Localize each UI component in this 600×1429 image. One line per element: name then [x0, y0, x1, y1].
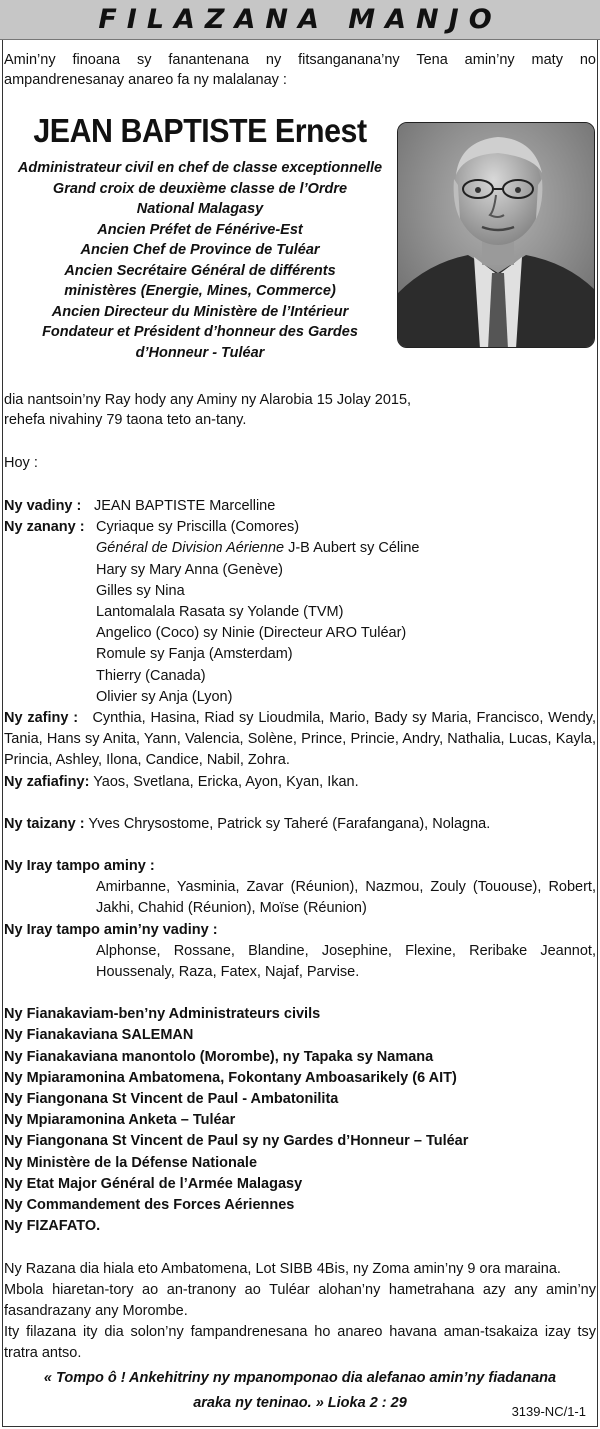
zanany-item: Olivier sy Anja (Lyon) [96, 688, 233, 705]
deceased-name: JEAN BAPTISTE Ernest [33, 112, 367, 149]
zanany-item: Gilles sy Nina [96, 582, 185, 599]
zanany-item: Thierry (Canada) [96, 667, 206, 684]
title-line: Ancien Chef de Province de Tuléar [80, 242, 320, 258]
organization-item: Ny Mpiaramonina Ambatomena, Fokontany Amboasarikely (6 AIT) [4, 1069, 457, 1086]
organization-item: Ny Etat Major Général de l’Armée Malagasy [4, 1175, 303, 1192]
funeral-line: Mbola hiaretan-tory ao an-tranony ao Tuléar alohan’ny hametrahana azy any amin’ny fasandrazany any Morombe. [4, 1281, 596, 1319]
zanany-first: Cyriaque sy Priscilla (Comores) [96, 519, 300, 536]
vadiny-label: Ny vadiny : [4, 498, 82, 514]
zanany-second [4, 538, 596, 559]
taizany-label: Ny taizany : [4, 815, 85, 832]
organization-item: Ny Mpiaramonina Anketa – Tuléar [4, 1112, 236, 1129]
zanany-label: Ny zanany : [4, 519, 85, 536]
iray-vadiny-label: Ny Iray tampo amin’ny vadiny : [4, 921, 218, 938]
zanany-row [4, 517, 596, 538]
organization-item: Ny Commandement des Forces Aériennes [4, 1197, 295, 1214]
zanany-item: Romule sy Fanja (Amsterdam) [96, 646, 293, 663]
quote-line-1: « Tompo ô ! Ankehitriny ny mpanomponao dia alefanao amin’ny fiadanana [43, 1370, 557, 1386]
iray-aminy-label: Ny Iray tampo aminy : [4, 858, 155, 875]
iray-vadiny-value: Alphonse, Rossane, Blandine, Josephine, Flexine, Reribake Jeannot, Houssenaly, Raza, Fatex, Najaf, Parvise. [96, 942, 596, 981]
title-line: Ancien Secrétaire Général de différents ministères (Energie, Mines, Commerce) [64, 262, 336, 299]
zanany-rank: Général de Division Aérienne [96, 540, 285, 557]
title-line: Ancien Directeur du Ministère de l’Intérieur [51, 303, 349, 320]
title-line: Administrateur civil en chef de classe exceptionnelle [17, 160, 383, 176]
death-line: rehefa nivahiny 79 taona teto an-tany. [4, 412, 247, 428]
organization-item: Ny Fiangonana St Vincent de Paul - Ambatonilita [4, 1091, 339, 1108]
page-header [0, 0, 600, 40]
vadiny-row [4, 496, 596, 517]
family-section [4, 496, 596, 1365]
taizany-value: Yves Chrysostome, Patrick sy Taheré (Farafangana), Nolagna. [88, 815, 491, 832]
organization-item: Ny Ministère de la Défense Nationale [4, 1154, 258, 1171]
zafiny-label: Ny zafiny : [4, 710, 79, 727]
zafiafiny-label: Ny zafiafiny: [4, 773, 90, 790]
iray-aminy-value: Amirbanne, Yasminia, Zavar (Réunion), Nazmou, Zouly (Tououse), Robert, Jakhi, Chahid (Réunion), Moïse (Réunion) [96, 879, 596, 917]
bible-quote [4, 1366, 596, 1416]
title-line: Grand croix de deuxième classe de l’Ordre National Malagasy [52, 180, 348, 217]
quote-line-2: araka ny teninao. » Lioka 2 : 29 [193, 1395, 407, 1411]
death-line: dia nantsoin’ny Ray hody any Aminy ny Alarobia 15 Jolay 2015, [4, 392, 412, 408]
death-notice [4, 390, 596, 430]
intro-text: Amin’ny finoana sy fanantenana ny fitsanganana’ny Tena amin’ny maty no ampandrenesanay anareo fa ny malalanay : [4, 52, 596, 88]
zanany-item: Hary sy Mary Anna (Genève) [96, 561, 283, 578]
zanany-item: Lantomalala Rasata sy Yolande (TVM) [96, 604, 344, 621]
zafiafiny-paragraph [4, 772, 596, 793]
portrait-icon [398, 123, 595, 348]
organization-item: Ny Fianakaviam-ben’ny Administrateurs civils [4, 1006, 321, 1023]
header-title: FILAZANA MANJO [98, 4, 502, 35]
zanany-second-rest: J-B Aubert sy Céline [284, 540, 420, 557]
funeral-line: Ity filazana ity dia solon’ny fampandrenesana ho anareo havana aman-tsakaiza izay tsy tratra antso. [4, 1324, 596, 1362]
organization-item: Ny Fianakaviana manontolo (Morombe), ny Tapaka sy Namana [4, 1048, 434, 1065]
zafiafiny-value: Yaos, Svetlana, Ericka, Ayon, Kyan, Ikan. [93, 773, 359, 790]
title-line: Ancien Préfet de Fénérive-Est [97, 221, 303, 238]
funeral-section [4, 1259, 596, 1365]
taizany-paragraph [4, 814, 596, 835]
zanany-item: Angelico (Coco) sy Ninie (Directeur ARO Tuléar) [96, 625, 407, 642]
portrait-photo [397, 122, 595, 348]
reference-code: 3139-NC/1-1 [511, 1404, 586, 1419]
organization-item: Ny FIZAFATO. [4, 1218, 101, 1235]
zafiny-value: Cynthia, Hasina, Riad sy Lioudmila, Mario, Bady sy Maria, Francisco, Wendy, Tania, Hans sy Anita, Yann, Valencia, Solène, Prince, Princie, Andry, Nathalia, Lucas, Kayla, Princia, Ashley, Ilona, Candice, Nabil, Zohra. [4, 710, 597, 769]
hoy-label: Hoy : [4, 455, 38, 471]
zafiny-paragraph [4, 708, 596, 772]
funeral-line: Ny Razana dia hiala eto Ambatomena, Lot SIBB 4Bis, ny Zoma amin’ny 9 ora maraina. [4, 1260, 561, 1277]
organization-item: Ny Fiangonana St Vincent de Paul sy ny Gardes d’Honneur – Tuléar [4, 1133, 469, 1150]
organizations-list [4, 1004, 596, 1237]
vadiny-value: JEAN BAPTISTE Marcelline [94, 498, 276, 514]
organization-item: Ny Fianakaviana SALEMAN [4, 1027, 194, 1044]
title-line: Fondateur et Président d’honneur des Gardes d’Honneur - Tuléar [42, 324, 358, 361]
deceased-titles [10, 158, 390, 363]
